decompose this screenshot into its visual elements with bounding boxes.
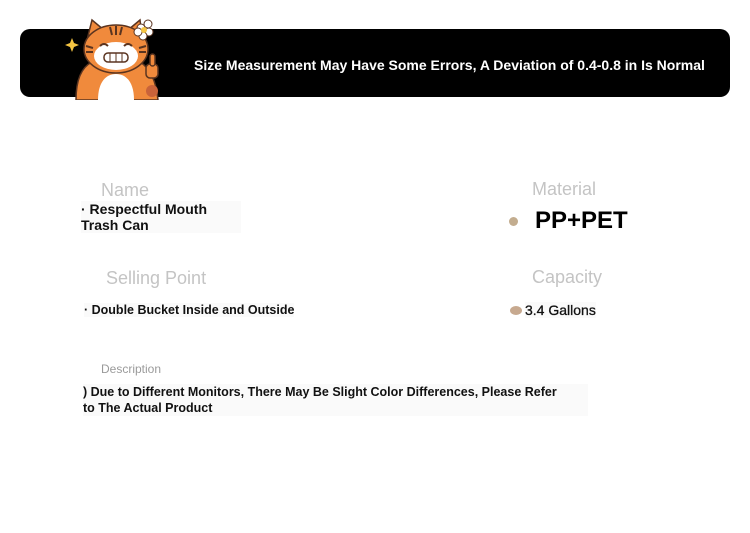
material-bullet-icon [509,217,518,226]
banner-text: Size Measurement May Have Some Errors, A Deviation of 0.4-0.8 in Is Normal [194,57,705,73]
capacity-value: 3.4 Gallons [525,302,596,318]
name-value-line2: Trash Can [81,217,149,233]
capacity-label: Capacity [532,267,603,287]
description-line1: ) Due to Different Monitors, There May Be Slight Color Differences, Please Refer [83,385,557,399]
description-text [83,384,588,416]
description-label: Description [101,362,162,376]
selling-point-label: Selling Point [106,268,207,288]
name-value-line1: · Respectful Mouth [81,201,207,217]
sparkle-icon [65,38,79,52]
tiger-mascot-icon [62,16,170,100]
description-line2: to The Actual Product [83,401,213,415]
name-value [81,201,241,233]
selling-point-value: · Double Bucket Inside and Outside [84,303,295,317]
material-label: Material [532,179,597,199]
thumbs-up-icon [146,54,158,78]
name-label: Name [101,180,150,200]
capacity-bullet-icon [510,306,522,315]
material-value: PP+PET [535,207,628,234]
